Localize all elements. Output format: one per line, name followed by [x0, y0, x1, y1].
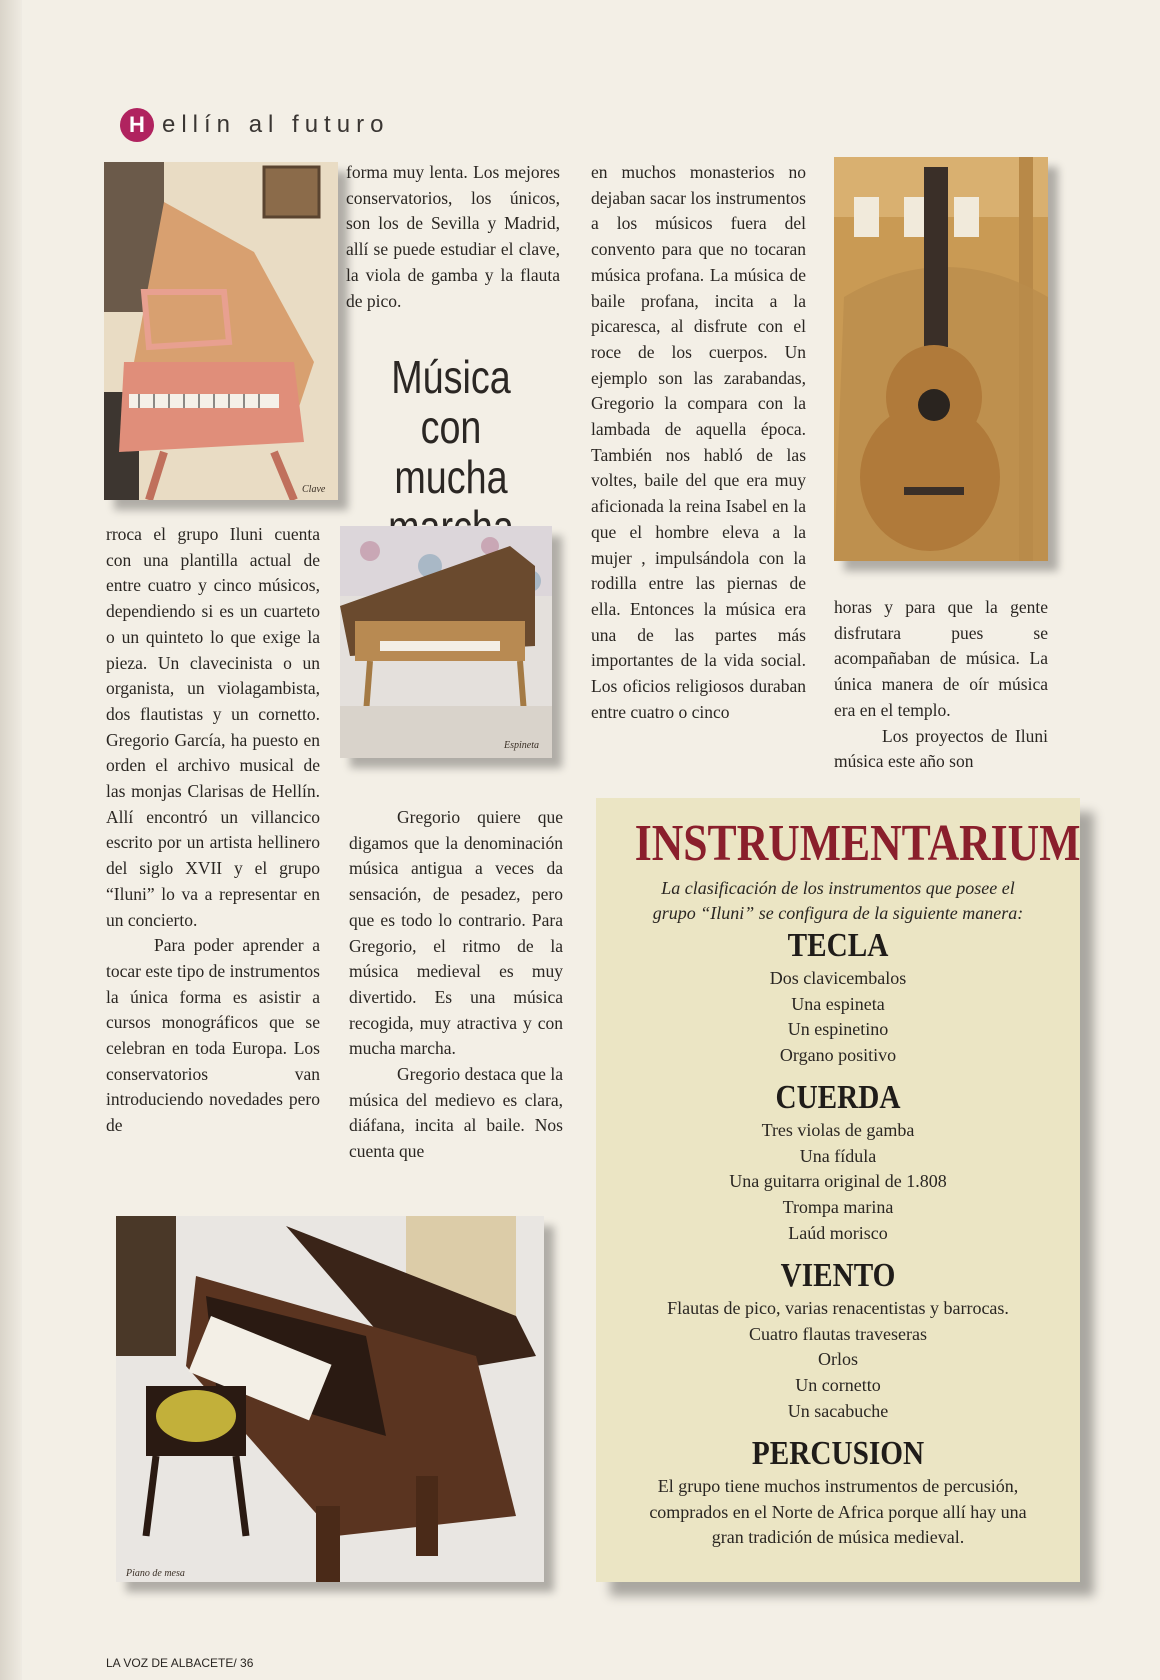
photo-piano-de-mesa [116, 1216, 544, 1582]
page-footer: LA VOZ DE ALBACETE/ 36 [106, 1656, 254, 1670]
instrumentarium-box [596, 798, 1080, 1582]
section-title: CUERDA [775, 1079, 901, 1116]
photo-espineta [340, 526, 552, 758]
section-header [120, 108, 389, 142]
headline-line: Música [391, 351, 511, 403]
headline [362, 352, 541, 552]
paragraph: forma muy lenta. Los mejores conservatorios, los únicos, son los de Sevilla y Madrid, allí se puede estudiar el clave, la viola de gamba y la flauta de pico. [346, 162, 560, 311]
section-cuerda [596, 1078, 1080, 1247]
list-item: Orlos [818, 1349, 858, 1370]
list-item: Tres violas de gamba [761, 1120, 915, 1140]
paragraph: Los proyectos de Iluni música este año son [834, 725, 1048, 772]
photo-guitarra [834, 157, 1048, 561]
photo-clave [104, 162, 338, 500]
caption-clave: Clave [302, 484, 326, 495]
paragraph: Gregorio destaca que la música del medievo es clara, diáfana, incita al baile. Nos cuenta que [349, 1064, 563, 1162]
section-title: PERCUSION [751, 1435, 925, 1472]
paragraph: rroca el grupo Iluni cuenta con una plantilla actual de entre cuatro y cinco músicos, dependiendo si es un cuarteto o un quinteto lo que exige la pieza. Un clavecinista o un organista, un violagambista, dos flautistas y un cornetto. Gregorio García, ha puesto en orden el archivo musical de las monjas Clarisas de Hellín. Allí encontró un villancico escrito por un artista hellinero del siglo XVII y el grupo “Iluni” lo va a representar en un concierto. [106, 524, 320, 930]
section-percusion [596, 1434, 1080, 1551]
intro-line: La clasificación de los instrumentos que posee el [661, 878, 1015, 898]
h-badge: H [120, 108, 154, 142]
section-viento [596, 1256, 1080, 1425]
list-item: comprados en el Norte de Africa porque allí hay una [649, 1501, 1027, 1522]
headline-line: con mucha [394, 401, 508, 503]
list-item: Un cornetto [795, 1375, 881, 1396]
box-intro [596, 876, 1080, 926]
list-item: Un sacabuche [787, 1400, 889, 1421]
column-3 [591, 160, 806, 725]
box-title: INSTRUMENTARIUM [634, 815, 1081, 872]
column-4 [834, 595, 1048, 775]
list-item: Organo positivo [779, 1045, 897, 1066]
caption-piano: Piano de mesa [126, 1568, 185, 1579]
caption-espineta: Espineta [504, 740, 539, 751]
column-2-top [346, 160, 560, 314]
page-edge [0, 0, 22, 1680]
list-item: Una fídula [799, 1145, 877, 1166]
header-title: ellín al futuro [162, 111, 390, 138]
column-2-bottom [349, 805, 563, 1165]
paragraph: horas y para que la gente disfrutara pues se acompañaban de música. La única manera de oír música era en el templo. [834, 597, 1048, 720]
paragraph: en muchos monasterios no dejaban sacar los instrumentos a los músicos fuera del convento para que no tocaran música profana. La música de baile profana, incita a la picaresca, al disfrute con el roce de los cuerpos. Un ejemplo son las zarabandas, Gregorio la compara con la lambada de aquella época. También nos habló de las voltes, baile del que era muy aficionada la reina Isabel en la que el hombre eleva a la mujer , impulsándola con la rodilla entre las piernas de ella. Entonces la música era una de las partes más importantes de la vida social. Los oficios religiosos duraban entre cuatro o cinco [591, 162, 806, 722]
list-item: Un espinetino [787, 1019, 889, 1040]
section-tecla [596, 926, 1080, 1069]
list-item: Una guitarra original de 1.808 [729, 1171, 947, 1192]
section-title: VIENTO [780, 1257, 896, 1294]
section-title: TECLA [787, 927, 889, 964]
list-item: El grupo tiene muchos instrumentos de percusión, [657, 1476, 1019, 1496]
paragraph: Gregorio quiere que digamos que la denominación música antigua a veces da sensación, de pesadez, pero que es todo lo contrario. Para Gregorio, el ritmo de la música medieval es muy divertido. Es una música recogida, muy atractiva y con mucha marcha. [349, 807, 563, 1059]
list-item: Flautas de pico, varias renacentistas y barrocas. [667, 1298, 1009, 1318]
list-item: Laúd morisco [788, 1222, 888, 1243]
paragraph: Para poder aprender a tocar este tipo de instrumentos la única forma es asistir a cursos monográficos que se celebran en toda Europa. Los conservatorios van introduciendo novedades pero de [106, 935, 320, 1136]
list-item: Cuatro flautas traveseras [749, 1323, 927, 1344]
list-item: Trompa marina [782, 1197, 894, 1218]
intro-line: grupo “Iluni” se configura de la siguiente manera: [652, 903, 1024, 923]
list-item: gran tradición de música medieval. [711, 1527, 965, 1548]
list-item: Una espineta [791, 993, 885, 1014]
list-item: Dos clavicembalos [769, 968, 907, 988]
column-1 [106, 522, 320, 1139]
